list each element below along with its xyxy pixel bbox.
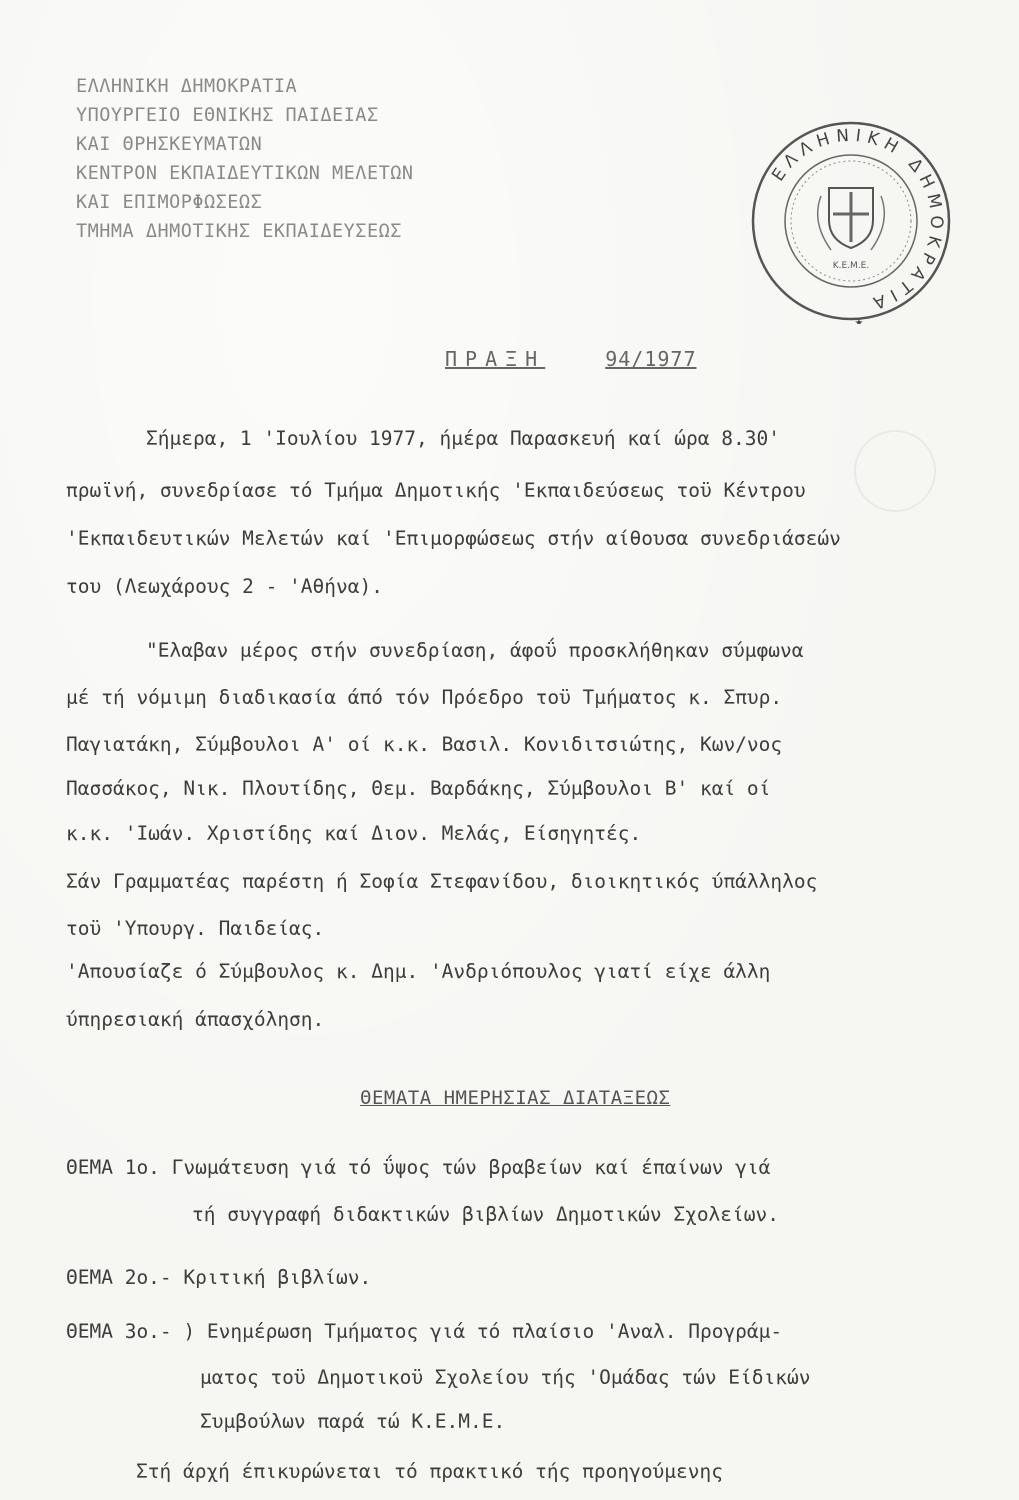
letterhead-line: ΥΠΟΥΡΓΕΙΟ ΕΘΝΙΚΗΣ ΠΑΙΔΕΙΑΣ bbox=[76, 105, 379, 126]
body-line: Σήμερα, 1 'Ιουλίου 1977, ήμέρα Παρασκευή καί ώρα 8.30' bbox=[146, 427, 780, 450]
body-line: κ.κ. 'Ιωάν. Χριστίδης καί Διον. Μελάς, Είσηγητές. bbox=[66, 822, 642, 845]
body-line: 'Απουσίαζε ό Σύμβουλος κ. Δημ. 'Ανδριόπουλος γιατί είχε άλλη bbox=[66, 960, 771, 983]
letterhead-line: ΚΕΝΤΡΟΝ ΕΚΠΑΙΔΕΥΤΙΚΩΝ ΜΕΛΕΤΩΝ bbox=[76, 163, 414, 184]
seal-graphic bbox=[748, 118, 954, 324]
body-line: του (Λεωχάρους 2 - 'Αθήνα). bbox=[66, 575, 383, 598]
body-line: μέ τή νόμιμη διαδικασία άπό τόν Πρόεδρο τοϋ Τμήματος κ. Σπυρ. bbox=[66, 686, 783, 709]
topic-line: Συμβούλων παρά τώ Κ.Ε.Μ.Ε. bbox=[200, 1410, 506, 1433]
topic-line: ματος τοϋ Δημοτικοϋ Σχολείου τής 'Ομάδας τών Είδικών bbox=[200, 1366, 811, 1389]
topic-line: ΘΕΜΑ 2ο.- Κριτική βιβλίων. bbox=[66, 1266, 372, 1289]
title-word: ΠΡΑΞΗ bbox=[445, 347, 546, 371]
body-line: ύπηρεσιακή άπασχόληση. bbox=[66, 1008, 325, 1031]
seal-bottom-text: Κ.Ε.Μ.Ε. bbox=[832, 261, 870, 271]
closing-line: Στή άρχή έπικυρώνεται τό πρακτικό τής προηγούμενης bbox=[136, 1460, 723, 1483]
agenda-title: ΘΕΜΑΤΑ ΗΜΕΡΗΣΙΑΣ ΔΙΑΤΑΞΕΩΣ bbox=[360, 1087, 671, 1109]
topic-line: ΘΕΜΑ 1ο. Γνωμάτευση γιά τό ΰψος τών βραβείων καί έπαίνων γιά bbox=[66, 1156, 771, 1179]
letterhead-line: ΚΑΙ ΘΡΗΣΚΕΥΜΑΤΩΝ bbox=[76, 134, 263, 155]
topic-line: τή συγγραφή διδακτικών βιβλίων Δημοτικών Σχολείων. bbox=[192, 1203, 779, 1226]
seal-outer-text: ΕΛΛΗΝΙΚΗ ΔΗΜΟΚΡΑΤΙΑ bbox=[768, 125, 947, 315]
topic-line: ΘΕΜΑ 3ο.- ) Ενημέρωση Τμήματος γιά τό πλαίσιο 'Αναλ. Προγράμ- bbox=[66, 1320, 783, 1343]
body-line: "Ελαβαν μέρος στήν συνεδρίαση, άφοΰ προσκλήθηκαν σύμφωνα bbox=[146, 639, 804, 662]
title-number: 94/1977 bbox=[605, 347, 697, 371]
body-line: 'Εκπαιδευτικών Μελετών καί 'Επιμορφώσεως στήν αίθουσα συνεδριάσεών bbox=[66, 527, 841, 550]
coat-of-arms-icon bbox=[818, 188, 885, 250]
body-line: Σάν Γραμματέας παρέστη ή Σοφία Στεφανίδου, διοικητικός ύπάλληλος bbox=[66, 870, 818, 893]
body-line: πρωϊνή, συνεδρίασε τό Τμήμα Δημοτικής 'Εκπαιδεύσεως τοϋ Κέντρου bbox=[66, 479, 806, 502]
body-line: τοϋ 'Υπουργ. Παιδείας. bbox=[66, 917, 325, 940]
star-icon: ★ bbox=[854, 314, 864, 324]
document-title bbox=[445, 347, 697, 371]
letterhead bbox=[76, 72, 414, 246]
letterhead-line: ΕΛΛΗΝΙΚΗ ΔΗΜΟΚΡΑΤΙΑ bbox=[76, 76, 298, 97]
letterhead-line: ΤΜΗΜΑ ΔΗΜΟΤΙΚΗΣ ΕΚΠΑΙΔΕΥΣΕΩΣ bbox=[76, 221, 402, 242]
official-seal bbox=[748, 118, 954, 324]
body-line: Παγιατάκη, Σύμβουλοι Α' οί κ.κ. Βασιλ. Κονιδιτσιώτης, Κων/νος bbox=[66, 733, 783, 756]
body-line: Πασσάκος, Νικ. Πλουτίδης, Θεμ. Βαρδάκης, Σύμβουλοι Β' καί οί bbox=[66, 777, 771, 800]
letterhead-line: ΚΑΙ ΕΠΙΜΟΡΦΩΣΕΩΣ bbox=[76, 192, 263, 213]
